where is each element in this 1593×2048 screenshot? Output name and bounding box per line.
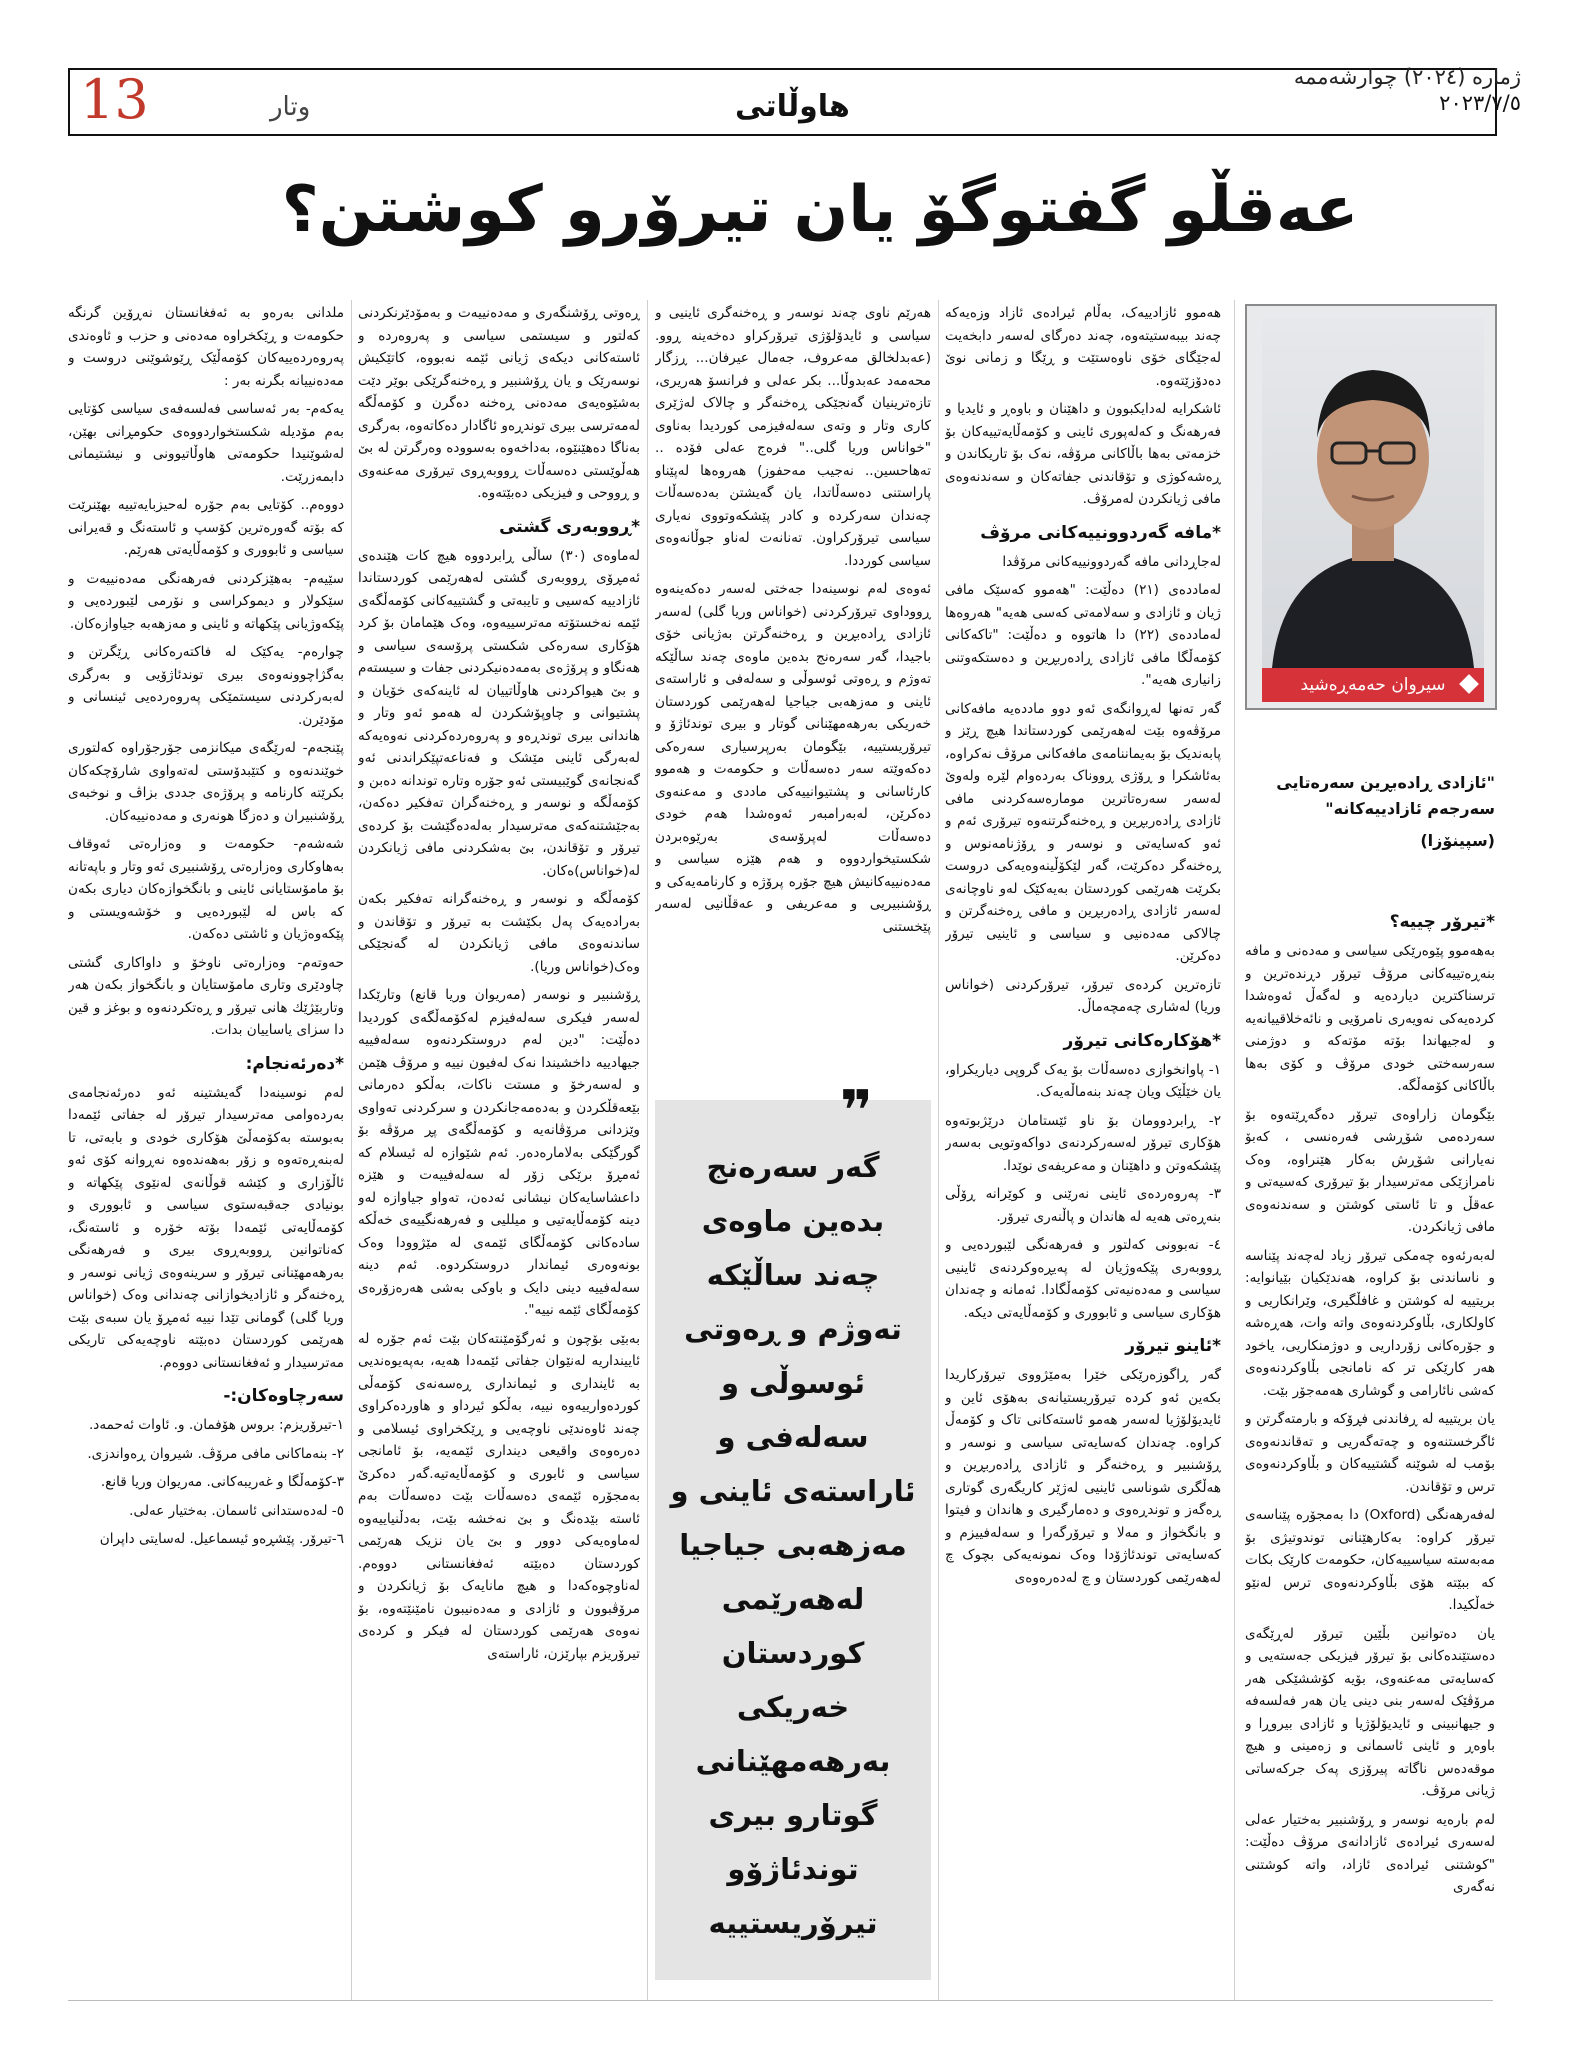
article-column-4: [945, 302, 1221, 2002]
paragraph: لەماددەی (٢١) دەڵێت: "هەموو کەسێک مافی ژیان و ئازادی و سەلامەتی کەسی هەیە" هەروەها لەماددەی (٢٢) دا هاتووە و دەڵێت: "تاکەکانی کۆمەڵگا مافی ئازادی ڕادەربڕین و دەستکەوتنی زانیاری هەیە".: [945, 582, 1221, 688]
paragraph: ڕەوتی ڕۆشنگەری و مەدەنییەت و بەمۆدێرنکردنی کەلتور و سیستمی سیاسی و پەروەردە و ئاستەکانی دیکەی ژیانی ئێمە نەبووە، کاتێکیش نوسەرێک و یان ڕۆشنبیر و ڕەخنەگرێکی بوێر دێت بەشێوەیەی مەدەنی ڕەخنە دەگرن و کۆمەڵگە لەمەترسی بیری توندڕەو ئاگادار دەکاتەوە، بەرگری بەناگا دەهێنێوە، بەداخەوە بەسوودە وەرگرتن لە بێ هەڵوێستی دەسەڵات ڕووبەڕوی تیرۆری مەعنەوی و ڕووحی و فیزیکی دەبێتەوە.: [358, 305, 640, 501]
article-column-3: [655, 302, 931, 1087]
paragraph: لەفەرهەنگی (Oxford) دا بەمجۆرە پێناسەی تیرۆر کراوە: بەکارهێنانی توندوتیژی بۆ مەبەستە سیاسییەکان، حکومەت کارێک بکات کە ببێتە هۆی بڵاوکردنەوەی ترس لەنێو خەڵکیدا.: [1245, 1507, 1495, 1613]
paragraph: شەشەم- حکومەت و وەزارەتی ئەوقاف بەهاوکاری وەزارەتی ڕۆشنبیری ئەو وتار و باپەتانە بۆ مامۆستایانی ئاینی و بانگخوازەکان دیاری بکەن کە باس لە لێبوردەیی و خۆشەویستی و پێکەوەژیان و ئاشتی دەکەن.: [68, 836, 344, 942]
paragraph: کۆمەڵگە و نوسەر و ڕەخنەگرانە تەفکیر بکەن بەرادەیەک پەل بکێشت بە تیرۆر و تۆقاندن و ساندنەوەی مافی ژیانکردن لە گەنجێکی وەک(خواناس وریا).: [358, 891, 640, 975]
paragraph: یەکەم- بەر ئەساسی فەلسەفەی سیاسی کۆتایی بەم مۆدیلە شکستخواردووەی حکومڕانی بهێن، لەشوێنیدا حکومەتی هاوڵاتیوونی و نیشتیمانی دابمەزرێت.: [68, 401, 344, 485]
subheading-conclusion: *دەرئەنجام:: [245, 1053, 344, 1074]
subheading-what-is-terror: *تیرۆر چییە؟: [1389, 912, 1495, 932]
footer-rule: [68, 2000, 1493, 2001]
paragraph: لەم بارەیە نوسەر و ڕۆشنبیر بەختیار عەلی لەسەری ئیرادەی ئازادانەی مرۆڤ دەڵێت: "کوشتنی ئیرادەی ئازاد، واتە کوشتنی نەگەری: [1245, 1811, 1495, 1895]
source-item: ٥- لەدەستدانی ئاسمان. بەختیار عەلی.: [129, 1502, 344, 1519]
author-photo: [1262, 318, 1484, 668]
section-label: وتار: [270, 92, 311, 122]
paragraph: سێیەم- بەهێزکردنی فەرهەنگی مەدەنییەت و سێکولار و دیموکراسی و نۆرمی لێبوردەیی و پێکەوژیانی پێکهاتە و ئاینی و مەزهەبە جیاوازەکان.: [68, 570, 344, 632]
issue-label: ژماره (٢٠٢٤) چوارشەممە: [1293, 65, 1521, 89]
pull-quote-text: گەر سەرەنج بدەین ماوەی چەند ساڵێکە تەوژم و ڕەوتی ئوسوڵی و سەلەفی و ئاراستەی ئاینی و مەزهەبی جیاجیا لەهەرێمی کوردستان خەریکی بەرهەمهێنانی گوتارو بیری توندئاژۆو تیرۆریستییە: [670, 1150, 916, 1940]
person-portrait-icon: [1262, 318, 1484, 668]
paragraph: هەموو ئازادییەک، بەڵام ئیرادەی ئازاد وزەیەکە چەند بیبەستیتەوە، چەند دەرگای لەسەر دابخەیت لەجێگای خۆی ناوەستێت و ڕێگا و زمانی نوێ دەدۆزێتەوە.: [945, 305, 1221, 389]
page-number: 13: [80, 68, 149, 131]
list-item: ٣- پەروەردەی ئاینی نەرێنی و کوێرانە ڕۆڵی بنەڕەتی هەیە لە هاندان و پاڵنەری تیرۆر.: [945, 1186, 1221, 1225]
paragraph: لەماوەی (٣٠) ساڵی ڕابردووە هیچ کات هێندەی ئەمڕۆی ڕووبەری گشتی لەهەرێمی کوردستاندا ئازادییە کەسیی و تایبەتی و گشتییەکانی کۆمەڵگەی ئێمە نەخستۆتە مەترسییەوە، وەک هێمامان بۆ کرد هۆکاری سەرەکی شکستی پرۆسەی سیاسی و هەنگاو و پرۆژەی بەمەدەنیکردنی جفات و سیستەم و بێ هیواکردنی هاوڵاتییان لە ئاینەکەی خۆیان و پشتیوانی و چاوپۆشکردن لە هەمو ئەو وتار و هاندانی بیری توندڕەو و پەروەردەکردنی نەوەیەکە لەبەرگی ئاینی مێشک و فەناعەتپێکراندنی ئەو گەنجانەی گوێبیستی ئەو جۆرە وتارە توندانە دەبن و کۆمەڵگە و نوسەر و ڕەخنەگران تەفکیر دەکەن، بەجێشتنەکەی مەترسیدار بەلەدەگێشت بۆ کردەی تیرۆر و تۆقاندن، بێ بەشکردنی مافی ژیانکردن لە(خواناس)ەکان.: [358, 547, 640, 879]
paragraph: لەبەرئەوە چەمکی تیرۆر زیاد لەچەند پێناسە و ناساندنی بۆ کراوە، هەندێکیان بێیانوایە: بریتییە لە کوشتن و غافڵگیری، وێرانکاریی و کاولکاری، بڵاوکردنەوەی واتە وات، هەڕەشە و جۆرەکانی زۆرداریی و دوژمنکاریی، یاخود هەر کارێکی تر کە نامانجی بڵاوکردنەوەی کەشی نائارامی و گوشاری هەمەجۆر بێت.: [1245, 1247, 1495, 1399]
column-divider: [647, 300, 648, 2000]
source-item: ٦-تیرۆر. پێشڕەو ئیسماعیل. لەسایتی داپران: [99, 1531, 344, 1547]
list-item: ٢- ڕابردوومان بۆ ناو ئێستامان درێژبوتەوە هۆکاری تیرۆر لەسەرکردنەی دواکەوتویی بەسەر پێشکەوتن و داهێنان و مەعریفەی نوێدا.: [945, 1112, 1221, 1174]
source-item: ٢- بنەماکانی مافی مرۆڤ. شیروان ڕەواندزی.: [87, 1445, 344, 1462]
column-divider: [938, 300, 939, 2000]
article-column-5: [1245, 900, 1495, 2010]
paragraph: لەجاڕدانی مافە گەردوونییەکانی مرۆڤدا: [1002, 553, 1221, 570]
paragraph: بەبێی بۆچون و ئەرگۆمێنتەکان بێت ئەم جۆرە لە ئایینداریە لەنێوان جفاتی ئێمەدا هەیە، بەپەیوەندیی بە ئاینداری و ئیمانداری ڕەسەنەی کۆمەڵی کوردەوارییەوە نییە، بەڵکو ئیرداو و هاوردەکراوی چەند ئاوەندێی ناوچەیی و ڕێکخراوی ئیسلامی و دەرەوەی واقیعی دینداری ئێمەیە، بۆ ئامانجی سیاسی و ئابوری و کۆمەڵایەتیە.گەر دەکرێ بەمجۆرە ئێمەی دەسەڵات بێت دەسەڵات بەم ئاستە بێدەنگ و بێ نەخشە بێت، بەدڵنیاییەوە لەماوەیەکی دوور و بێ یان نزیک هەرێمی کوردستان دەبێتە ئەفغانستانی دووەم. لەناوچوەکەدا و هیچ مانایەک بۆ ژیانکردن و مرۆڤبوون و ئازادی و مەدەنیبون نامێنێتەوە، بۆ نەوەی هەرێمی کوردستان لە فیکر و کردەی تیرۆریزم بپارێزن، ئاراستەی: [358, 1330, 640, 1662]
paragraph: ئەوەی لەم نوسینەدا جەختی لەسەر دەکەینەوە ڕووداوی تیرۆرکردنی (خواناس وریا گلی) لەسەر ئازادی ڕادەبڕین و ڕەخنەگرتن بەژیانی خۆی باجیدا، گەر سەرەنج بدەین ماوەی چەند ساڵێکە تەوژم و ڕەوتی ئوسوڵی و سەلەفی و ئاراستەی ئاینی و مەزهەبی جیاجیا لەهەرێمی کوردستان خەریکی بەرهەمهێنانی گوتار و بیری توندئاژۆ و تیرۆریستییە، بێگومان بەرپرسیاری سەرەکی دەکەوێتە سەر دەسەڵات و حکومەت و هەموو کارئاسانی و پشتیوانییەکی ماددی و مەعنەوی دەکرێن، لەبەرامبەر ئەوەشدا هەم خودی دەسەڵات لەپرۆسەی بەرێوەبردن شکستیخواردووە و هەم هێزە سیاسی و مەدەنییەکانیش هیچ جۆرە پرۆژە و کارنامەیەکی و ڕۆشنبیریی و مەعریفی و عەقڵانیی لەسەر پێخستنی: [655, 581, 931, 935]
paragraph: لەم نوسینەدا گەیشتینە ئەو دەرئەنجامەی بەردەوامی مەترسیدار تیرۆر لە جفاتی ئێمەدا بەبوستە بەکۆمەڵێ هۆکاری خودی و بابەتی، تا لەبنەڕەتەوە و زۆر بەهەندەوە نەڕوانە کۆی ئەو ئاڵۆزاری و کێشە قوڵانەی لەنێوی پێکهاتە و بونیادی جەقبەستوی سیاسی و ئابووری و کۆمەڵایەتی ئێمەدا بۆتە خۆرە و ئاستەنگ، کەناتوانین ڕووبەڕوی بیری و فەرهەنگی بەرهەمهێنانی تیرۆر و سرینەوەی ژیانی نوسەر و ڕەخنەگر و ئازادیخوازانی چەندانی وەک (خواناس وریا گلی) گومانی تێدا نییە ئەمڕۆ یان سبەی بێت هەرێمی کوردستان دەبێتە ناوچەیەکی تاریکی مەترسیدار و ئەفغانستانی دووەم.: [68, 1084, 344, 1371]
column-divider: [351, 300, 352, 2000]
list-item: ١- پاوانخوازی دەسەڵات بۆ یەک گروپی دیاریکراو، یان خێڵێک ویان چەند بنەماڵەیەک.: [945, 1061, 1221, 1100]
paragraph: گەر تەنها لەڕوانگەی ئەو دوو ماددەیە مافەکانی مرۆڤەوە بێت لەهەرێمی کوردستاندا هیچ ڕێز و پابەندیک بۆ بەیماننامەی مافەکانی مرۆڤ نەکراوە، بەئاشکرا و ڕۆژی ڕووناک بەردەوام لێرە ولەوێ لەسەر سەرەتاترین مومارەسەکردنی مافی ئازادی ڕادەربڕین و ڕەخنەگرتنەوە تیرۆری ئەم و ئەو کەسایەتی و نوسەر و ڕۆژنامەنوس و ڕەخنەگر دەکرێت، گەر لێکۆڵینەوەیەکی دروست بکرێت هەرێمی کوردستان بەیەکێک لەو ناوچانەی لەسەر ئازادی ڕادەربڕین و مافی ڕەخنەگرتن و چالاکی مەدەنیی و سیاسی و ئاینیی تیرۆر دەکرێن.: [945, 700, 1221, 964]
article-column-2: [358, 302, 640, 2002]
issue-date: ٢٠٢٣/٧/٥: [1439, 91, 1521, 115]
subheading-sources: سەرچاوەکان:-: [223, 1386, 344, 1406]
subheading-public-space: *ڕووبەری گشتی: [499, 516, 640, 537]
paragraph: هەرێم ناوی چەند نوسەر و ڕەخنەگری ئاینیی و سیاسی و ئایدۆلۆژی تیرۆرکراو دەخەینە ڕوو. (عەبدلخالق مەعروف، جەمال عیرفان... ڕزگار محەمەد عەبدوڵا... بکر عەلی و فرانسۆ هەریری، تازەترینیان گەنجێکی ڕەخنەگر و چالاک لەژێری کاری وتار و وتەی سەلەفیزمی کوردیدا بەناوی "خواناس وریا گلی.." فرەج عەلی فۆدە .. تەهاحسین.. نەجیب مەحفوز) هەروەها لەپێناو پاراستنی دەسەڵاتدا، یان گەیشتن بەدەسەڵات چەندان سەرکردە و کادر پێشکەوتووی نەیاری سیاسی تیرۆرکراون. تەنانەت لەناو جوڵانەوەی سیاسی کورددا.: [655, 305, 931, 569]
newspaper-logo: هاوڵاتی: [735, 89, 850, 124]
paragraph: پێنجەم- لەرێگەی میکانزمی جۆرجۆراوە کەلتوری خوێندنەوە و کتێبدۆستی لەتەواوی شارۆچکەکان بکرێتە کارنامە و پرۆژەی جددی بزاڤ و نوخبەی ڕۆشنبیران و دەزگا هونەری و مەدەنییەکان.: [68, 740, 344, 824]
paragraph: یان بریتییە لە ڕفاندنی فڕۆکە و بارمتەگرتن و ئاگرخستنەوە و چەتەگەریی و تەقاندنەوەی بۆمب لە شوێنە گشتییەکان و بڵاوکردنەوەی ترس و تۆقاندن.: [1245, 1411, 1495, 1495]
paragraph: ملدانی بەرەو بە ئەفغانستان نەڕۆین گرنگە حکومەت و ڕێکخراوە مەدەنی و حزب و ئاوەندی پەروەردەییەکان کۆمەڵێک ڕێوشوێنی دروست و مەدەنییانە بگرنە بەر :: [68, 305, 344, 389]
source-item: ١-تیرۆریزم: بروس هۆفمان. و. ئاوات ئەحمەد.: [88, 1417, 344, 1433]
author-name: سیروان حەمەڕەشید: [1262, 668, 1484, 702]
source-item: ٣-کۆمەڵگا و غەریبەکانی. مەریوان وریا قانع.: [100, 1474, 344, 1490]
paragraph: دووەم.. کۆتایی بەم جۆرە لەحیزبایەتییە بهێنرێت کە بۆتە گەورەترین کۆسپ و ئاستەنگ و قەیرانی سیاسی و ئابووری و کۆمەڵایەتی هەرێم.: [68, 497, 344, 558]
subheading-causes: *هۆکارەکانی تیرۆر: [1063, 1030, 1221, 1051]
paragraph: ڕۆشنبیر و نوسەر (مەریوان وریا قانع) وتارێکدا لەسەر فیکری سەلەفیزم لەکۆمەڵگەی کوردیدا دەڵێت: "دین لەم دروستکردنەوە سەلەفییە جیهادییە داخشیندا نەک لەفیون نییە و مرۆڤ هێمن و لەسەرخۆ و مستت ناکات، بەڵکو دەرمانی بێعەقڵکردن و بەدەمەجانکردن و سرکردنی تەواوی وێزدانی مرۆڤانەیە و کۆمەڵگەی پڕ مرۆڤە بۆ گورگێکی بەلامارەدەر. ئەم شێوازە لە ئیسلام کە ئەمڕۆ برێکی زۆر لە سەلەفییەت و هێزە داعشاسایەکان نیشانی ئەدەن، تەواو جیاوازە لەو دینە کۆمەڵایەتیی و میللیی و فەرهەنگییەی خەڵکە سادەکانی کۆمەڵگای ئێمەی لە مێژوودا وەک بونەوەری ئیماندار دروستکردوە. ئەم دینە سەلەفییە دینی دایک و باوکی بەشی هەرەزۆرەی کۆمەڵگای ئێمە نییە".: [358, 987, 640, 1318]
paragraph: حەوتەم- وەزارەتی ناوخۆ و داواکاری گشتی چاودێری وتاری مامۆستایان و بانگخواز بکەن هەر وتاربێژێك هانی تیرۆر و ڕەتکردنەوە و بوغز و قین دا سزای یاساییان بدات.: [68, 954, 344, 1038]
epigraph-author: (سپینۆزا): [1420, 831, 1495, 850]
subheading-human-rights: *مافە گەردوونییەکانی مرۆڤ: [980, 522, 1221, 543]
paragraph: یان دەتوانین بڵێین تیرۆر لەڕێگەی دەستێندەکانی بۆ تیرۆر فیزیکی جەستەیی و کەسایەتی مەعنەوی، بۆیە کۆششێکی هەر مرۆڤێک لەسەر بنی دینی یان هەر فەلسەفە و جیهانبینی و ئایدیۆلۆژیا و ئازادی بیروڕا و باوەڕ و ئاینی ئاسمانی و زەمینی و هیچ موقەدەس ناگاتە پیرۆزی پەک جرکەساتی ژیانی مرۆڤ.: [1245, 1625, 1495, 1799]
paragraph: تازەترین کردەی تیرۆر، تیرۆرکردنی (خواناس وریا) لەشاری چەمچەماڵ.: [945, 976, 1221, 1015]
paragraph: بەهەموو پێوەرێکی سیاسی و مەدەنی و مافە بنەڕەتییەکانی مرۆڤ تیرۆر دڕندەترین و ترسناکترین دیاردەیە و لەگەڵ ئەوەشدا کردەیەکی نەویەری نامرۆیی و نائەخلاقییانەیە و لەجیهاندا بۆتە مۆتەکە و دوژمنی سەرسەختی خودی مرۆڤ و کۆی بەها باڵاکانی کۆمەڵگە.: [1245, 943, 1495, 1094]
list-item: ٤- نەبوونی کەلتور و فەرهەنگی لێبوردەیی و ڕووبەری پێکەوژیان لە پەیڕەوکردنەی ئاینیی سیاسی و مەدەنیەتی کۆمەڵگادا. ئەمانە و چەندان هۆکاری سیاسی و ئابووری و کۆمەڵایەتی دیکە.: [945, 1237, 1221, 1321]
quote-marks-icon: ❞: [840, 1079, 873, 1144]
paragraph: گەر ڕاگوزەرێکی خێرا بەمێژووی تیرۆرکاریدا بکەین ئەو کردە تیرۆریستیانەی بەهۆی ئاین و ئایدیۆلۆژیا لەسەر هەمو ئاستەکانی تاک و کۆمەڵ کراوە. چەندان کەسایەتی سیاسی و نوسەر و ڕۆشنبیر و ڕەخنەگر و ئازادی ڕادەربڕین و هەڵگری شوناسی ئاینیی لەژێر کاریگەری گوتاری ڕەگەز و توندڕەوی و دەمارگیری و هاندان و فیتوا و بانگخواز و مەلا و تیرۆرگەرا و سەلەفییزم و کەسایەتی توندئاژۆدا وەک نمونەیەکی بچوک چ لەهەرێمی کوردستان و چ لەدەرەوەی: [945, 1367, 1221, 1586]
subheading-religion: *ئاینو تیرۆر: [1125, 1336, 1221, 1356]
article-headline: عەقڵو گفتوگۆ یان تیرۆرو کوشتن؟: [281, 173, 1359, 247]
epigraph-quote: "ئازادی ڕادەبڕین سەرەتایی سەرجەم ئازادییەکانە": [1276, 773, 1495, 818]
paragraph: بێگومان زاراوەی تیرۆر دەگەڕێتەوە بۆ سەردەمی شۆڕشی فەرەنسی ، کەبۆ نەیارانی شۆڕش بەکار هێنراوە، وەک نامرازێکی مەترسیدار بۆ تیرۆری کەسیەتی و عەقڵ و تا ئاستی کوشتن و سەندنەوەی مافی ژیانکردن.: [1245, 1106, 1495, 1235]
column-divider: [1234, 300, 1235, 2000]
article-column-1: [68, 302, 344, 2002]
paragraph: چوارەم- یەکێک لە فاکتەرەکانی ڕێگرتن و بەگژاچوونەوەی بیری توندئاژۆیی و بەرگری لەبەرکردنی سیستمێکی پەروەردەیی ئینسانی و مۆدێرن.: [68, 644, 344, 728]
paragraph: ئاشکرایە لەدایکبوون و داهێنان و باوەڕ و ئایدیا و فەرهەنگ و کەلەپوری ئاینی و کۆمەڵایەتییەکان بۆ خزمەتی بەها باڵاکانی مرۆڤە، نەک بۆ تاریکاندن و ڕەشەکوژی و تۆقاندنی جفاتەکان و سەندنەوەی مافی ژیانکردن لەمرۆڤ.: [945, 401, 1221, 507]
